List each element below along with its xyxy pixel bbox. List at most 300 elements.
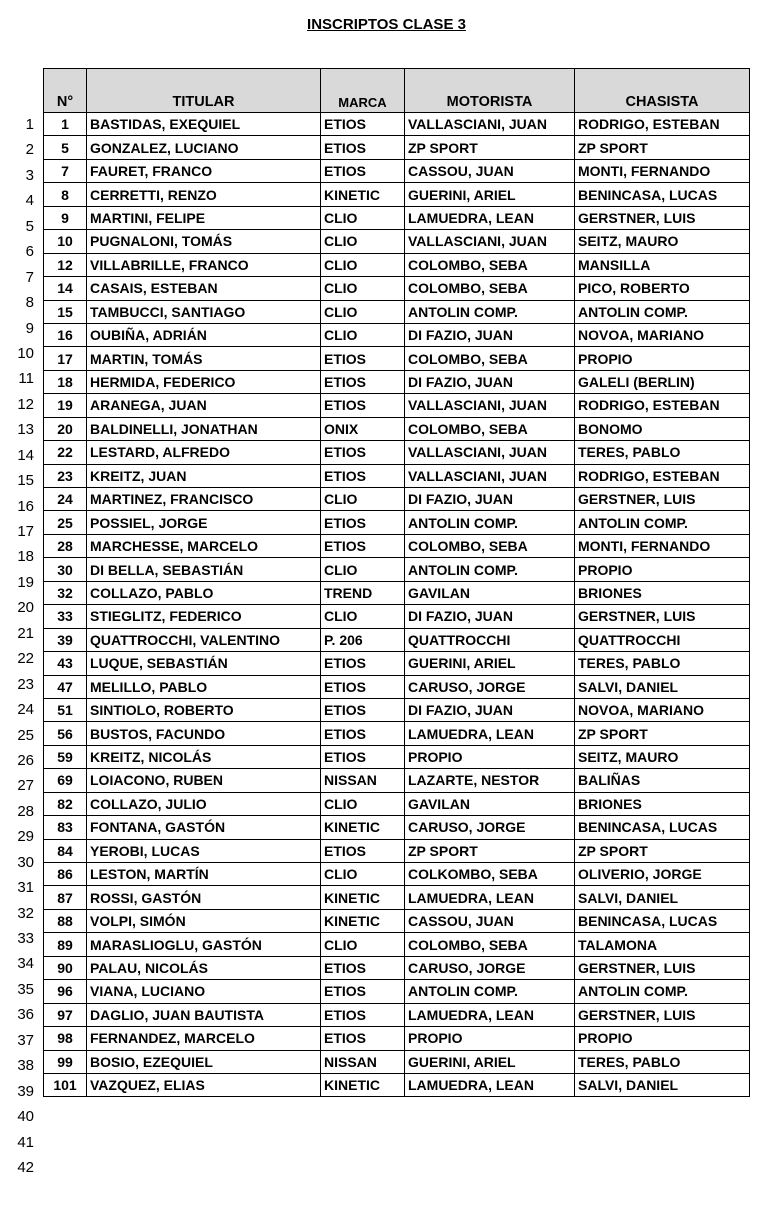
chasista-cell: SEITZ, MAURO — [575, 745, 750, 768]
chasista-cell: OLIVERIO, JORGE — [575, 863, 750, 886]
car-number-cell: 83 — [44, 816, 87, 839]
marca-cell: ETIOS — [321, 956, 405, 979]
row-index: 18 — [17, 548, 34, 566]
motorista-cell: VALLASCIANI, JUAN — [405, 230, 575, 253]
car-number-cell: 56 — [44, 722, 87, 745]
table-row — [44, 230, 750, 253]
motorista-cell: LAMUEDRA, LEAN — [405, 722, 575, 745]
titular-cell: HERMIDA, FEDERICO — [87, 370, 321, 393]
titular-cell: LESTARD, ALFREDO — [87, 441, 321, 464]
chasista-cell: PROPIO — [575, 347, 750, 370]
table-row — [44, 323, 750, 346]
row-index: 10 — [17, 344, 34, 362]
motorista-cell: LAMUEDRA, LEAN — [405, 886, 575, 909]
motorista-cell: DI FAZIO, JUAN — [405, 370, 575, 393]
chasista-cell: SALVI, DANIEL — [575, 886, 750, 909]
motorista-cell: ANTOLIN COMP. — [405, 980, 575, 1003]
row-index: 38 — [17, 1057, 34, 1075]
table-row — [44, 698, 750, 721]
table-row — [44, 605, 750, 628]
table-row — [44, 675, 750, 698]
marca-cell: CLIO — [321, 230, 405, 253]
titular-cell: TAMBUCCI, SANTIAGO — [87, 300, 321, 323]
titular-cell: DI BELLA, SEBASTIÁN — [87, 558, 321, 581]
table-row — [44, 839, 750, 862]
car-number-cell: 33 — [44, 605, 87, 628]
marca-cell: ETIOS — [321, 980, 405, 1003]
chasista-cell: RODRIGO, ESTEBAN — [575, 113, 750, 136]
car-number-cell: 12 — [44, 253, 87, 276]
row-index: 8 — [25, 294, 34, 312]
car-number-cell: 25 — [44, 511, 87, 534]
motorista-cell: LAMUEDRA, LEAN — [405, 206, 575, 229]
titular-cell: CERRETTI, RENZO — [87, 183, 321, 206]
table-row — [44, 558, 750, 581]
chasista-cell: TERES, PABLO — [575, 441, 750, 464]
car-number-cell: 88 — [44, 909, 87, 932]
chasista-cell: TERES, PABLO — [575, 652, 750, 675]
motorista-cell: ANTOLIN COMP. — [405, 511, 575, 534]
car-number-cell: 20 — [44, 417, 87, 440]
motorista-cell: GAVILAN — [405, 792, 575, 815]
motorista-cell: PROPIO — [405, 745, 575, 768]
chasista-cell: GERSTNER, LUIS — [575, 206, 750, 229]
row-index: 42 — [17, 1158, 34, 1176]
row-index: 40 — [17, 1108, 34, 1126]
chasista-cell: QUATTROCCHI — [575, 628, 750, 651]
motorista-cell: GUERINI, ARIEL — [405, 183, 575, 206]
marca-cell: ETIOS — [321, 652, 405, 675]
car-number-cell: 18 — [44, 370, 87, 393]
marca-cell: CLIO — [321, 792, 405, 815]
motorista-cell: PROPIO — [405, 1027, 575, 1050]
marca-cell: KINETIC — [321, 183, 405, 206]
row-index: 36 — [17, 1006, 34, 1024]
motorista-cell: ANTOLIN COMP. — [405, 558, 575, 581]
marca-cell: TREND — [321, 581, 405, 604]
titular-cell: BASTIDAS, EXEQUIEL — [87, 113, 321, 136]
chasista-cell: ANTOLIN COMP. — [575, 980, 750, 1003]
marca-cell: NISSAN — [321, 769, 405, 792]
chasista-cell: ANTOLIN COMP. — [575, 511, 750, 534]
chasista-cell: PROPIO — [575, 558, 750, 581]
row-index: 21 — [17, 624, 34, 642]
chasista-cell: BALIÑAS — [575, 769, 750, 792]
marca-cell: CLIO — [321, 300, 405, 323]
table-row — [44, 159, 750, 182]
motorista-cell: GAVILAN — [405, 581, 575, 604]
row-index: 1 — [25, 116, 34, 133]
motorista-cell: VALLASCIANI, JUAN — [405, 394, 575, 417]
titular-cell: DAGLIO, JUAN BAUTISTA — [87, 1003, 321, 1026]
motorista-cell: ZP SPORT — [405, 839, 575, 862]
car-number-cell: 98 — [44, 1027, 87, 1050]
chasista-cell: GERSTNER, LUIS — [575, 488, 750, 511]
table-row — [44, 652, 750, 675]
motorista-cell: COLOMBO, SEBA — [405, 253, 575, 276]
car-number-cell: 10 — [44, 230, 87, 253]
row-index: 7 — [25, 268, 34, 286]
car-number-cell: 23 — [44, 464, 87, 487]
table-row — [44, 394, 750, 417]
table-row — [44, 886, 750, 909]
chasista-cell: BENINCASA, LUCAS — [575, 909, 750, 932]
titular-cell: PALAU, NICOLÁS — [87, 956, 321, 979]
chasista-cell: SEITZ, MAURO — [575, 230, 750, 253]
car-number-cell: 84 — [44, 839, 87, 862]
motorista-cell: COLOMBO, SEBA — [405, 277, 575, 300]
car-number-cell: 69 — [44, 769, 87, 792]
motorista-cell: CARUSO, JORGE — [405, 956, 575, 979]
car-number-cell: 32 — [44, 581, 87, 604]
titular-cell: STIEGLITZ, FEDERICO — [87, 605, 321, 628]
table-row — [44, 370, 750, 393]
titular-cell: VOLPI, SIMÓN — [87, 909, 321, 932]
marca-cell: ONIX — [321, 417, 405, 440]
titular-cell: KREITZ, JUAN — [87, 464, 321, 487]
chasista-cell: BRIONES — [575, 581, 750, 604]
row-index: 4 — [25, 192, 34, 210]
motorista-cell: LAZARTE, NESTOR — [405, 769, 575, 792]
car-number-cell: 47 — [44, 675, 87, 698]
chasista-cell: TALAMONA — [575, 933, 750, 956]
titular-cell: MELILLO, PABLO — [87, 675, 321, 698]
table-row — [44, 792, 750, 815]
chasista-cell: PICO, ROBERTO — [575, 277, 750, 300]
table-row — [44, 581, 750, 604]
marca-cell: ETIOS — [321, 394, 405, 417]
motorista-cell: COLKOMBO, SEBA — [405, 863, 575, 886]
table-row — [44, 980, 750, 1003]
table-row — [44, 511, 750, 534]
table-row — [44, 183, 750, 206]
car-number-cell: 30 — [44, 558, 87, 581]
table-row — [44, 863, 750, 886]
car-number-cell: 16 — [44, 323, 87, 346]
document-title: INSCRIPTOS CLASE 3 — [307, 16, 466, 33]
table-row — [44, 1027, 750, 1050]
table-row — [44, 816, 750, 839]
titular-cell: ARANEGA, JUAN — [87, 394, 321, 417]
car-number-cell: 96 — [44, 980, 87, 1003]
motorista-cell: VALLASCIANI, JUAN — [405, 441, 575, 464]
marca-cell: ETIOS — [321, 698, 405, 721]
row-index: 20 — [17, 599, 34, 617]
marca-cell: KINETIC — [321, 886, 405, 909]
marca-cell: ETIOS — [321, 675, 405, 698]
car-number-cell: 22 — [44, 441, 87, 464]
row-index: 34 — [17, 955, 34, 973]
header-num: N° — [44, 69, 87, 113]
chasista-cell: RODRIGO, ESTEBAN — [575, 394, 750, 417]
titular-cell: YEROBI, LUCAS — [87, 839, 321, 862]
marca-cell: KINETIC — [321, 909, 405, 932]
chasista-cell: BENINCASA, LUCAS — [575, 816, 750, 839]
row-index: 23 — [17, 675, 34, 693]
titular-cell: GONZALEZ, LUCIANO — [87, 136, 321, 159]
row-index: 17 — [17, 523, 34, 540]
car-number-cell: 28 — [44, 534, 87, 557]
marca-cell: ETIOS — [321, 464, 405, 487]
motorista-cell: COLOMBO, SEBA — [405, 347, 575, 370]
titular-cell: VAZQUEZ, ELIAS — [87, 1073, 321, 1096]
marca-cell: CLIO — [321, 558, 405, 581]
motorista-cell: DI FAZIO, JUAN — [405, 323, 575, 346]
marca-cell: ETIOS — [321, 113, 405, 136]
table-row — [44, 441, 750, 464]
row-index: 35 — [17, 980, 34, 998]
chasista-cell: BONOMO — [575, 417, 750, 440]
row-index: 27 — [17, 777, 34, 795]
titular-cell: MARTINI, FELIPE — [87, 206, 321, 229]
motorista-cell: QUATTROCCHI — [405, 628, 575, 651]
marca-cell: ETIOS — [321, 1003, 405, 1026]
row-index: 26 — [17, 751, 34, 769]
row-index: 37 — [17, 1031, 34, 1049]
row-index: 11 — [18, 370, 34, 388]
chasista-cell: BENINCASA, LUCAS — [575, 183, 750, 206]
titular-cell: QUATTROCCHI, VALENTINO — [87, 628, 321, 651]
table-row — [44, 1003, 750, 1026]
marca-cell: ETIOS — [321, 441, 405, 464]
titular-cell: BUSTOS, FACUNDO — [87, 722, 321, 745]
header-motorista: MOTORISTA — [405, 69, 575, 113]
titular-cell: MARTINEZ, FRANCISCO — [87, 488, 321, 511]
titular-cell: LESTON, MARTÍN — [87, 863, 321, 886]
table-row — [44, 417, 750, 440]
table-row — [44, 136, 750, 159]
chasista-cell: ZP SPORT — [575, 136, 750, 159]
titular-cell: VILLABRILLE, FRANCO — [87, 253, 321, 276]
table-row — [44, 769, 750, 792]
motorista-cell: COLOMBO, SEBA — [405, 933, 575, 956]
header-row — [44, 69, 750, 113]
row-index: 32 — [17, 904, 34, 922]
marca-cell: CLIO — [321, 933, 405, 956]
car-number-cell: 19 — [44, 394, 87, 417]
marca-cell: CLIO — [321, 253, 405, 276]
row-index: 39 — [17, 1082, 34, 1100]
titular-cell: VIANA, LUCIANO — [87, 980, 321, 1003]
car-number-cell: 24 — [44, 488, 87, 511]
table-row — [44, 206, 750, 229]
titular-cell: FERNANDEZ, MARCELO — [87, 1027, 321, 1050]
marca-cell: ETIOS — [321, 745, 405, 768]
titular-cell: CASAIS, ESTEBAN — [87, 277, 321, 300]
chasista-cell: BRIONES — [575, 792, 750, 815]
header-titular: TITULAR — [87, 69, 321, 113]
chasista-cell: RODRIGO, ESTEBAN — [575, 464, 750, 487]
titular-cell: OUBIÑA, ADRIÁN — [87, 323, 321, 346]
car-number-cell: 59 — [44, 745, 87, 768]
car-number-cell: 8 — [44, 183, 87, 206]
marca-cell: CLIO — [321, 605, 405, 628]
car-number-cell: 97 — [44, 1003, 87, 1026]
chasista-cell: MANSILLA — [575, 253, 750, 276]
chasista-cell: NOVOA, MARIANO — [575, 698, 750, 721]
motorista-cell: LAMUEDRA, LEAN — [405, 1003, 575, 1026]
motorista-cell: CASSOU, JUAN — [405, 159, 575, 182]
chasista-cell: ZP SPORT — [575, 839, 750, 862]
row-index: 29 — [17, 828, 34, 846]
motorista-cell: ZP SPORT — [405, 136, 575, 159]
titular-cell: POSSIEL, JORGE — [87, 511, 321, 534]
row-index: 15 — [17, 472, 34, 490]
motorista-cell: VALLASCIANI, JUAN — [405, 113, 575, 136]
car-number-cell: 7 — [44, 159, 87, 182]
row-index: 22 — [17, 650, 34, 668]
motorista-cell: LAMUEDRA, LEAN — [405, 1073, 575, 1096]
titular-cell: KREITZ, NICOLÁS — [87, 745, 321, 768]
row-index: 28 — [17, 802, 34, 820]
table-row — [44, 1073, 750, 1096]
titular-cell: COLLAZO, JULIO — [87, 792, 321, 815]
car-number-cell: 82 — [44, 792, 87, 815]
marca-cell: KINETIC — [321, 1073, 405, 1096]
titular-cell: SINTIOLO, ROBERTO — [87, 698, 321, 721]
marca-cell: P. 206 — [321, 628, 405, 651]
marca-cell: CLIO — [321, 277, 405, 300]
titular-cell: BALDINELLI, JONATHAN — [87, 417, 321, 440]
row-index: 12 — [17, 395, 34, 413]
car-number-cell: 9 — [44, 206, 87, 229]
row-index: 30 — [17, 853, 34, 871]
marca-cell: ETIOS — [321, 839, 405, 862]
titular-cell: LOIACONO, RUBEN — [87, 769, 321, 792]
row-index: 31 — [17, 879, 34, 897]
motorista-cell: DI FAZIO, JUAN — [405, 605, 575, 628]
row-index: 5 — [25, 217, 34, 235]
chasista-cell: SALVI, DANIEL — [575, 1073, 750, 1096]
row-index: 33 — [17, 930, 34, 947]
titular-cell: MARASLIOGLU, GASTÓN — [87, 933, 321, 956]
marca-cell: CLIO — [321, 206, 405, 229]
car-number-cell: 90 — [44, 956, 87, 979]
marca-cell: ETIOS — [321, 136, 405, 159]
car-number-cell: 86 — [44, 863, 87, 886]
marca-cell: ETIOS — [321, 722, 405, 745]
row-index: 3 — [25, 166, 34, 184]
table-row — [44, 300, 750, 323]
table-body — [44, 113, 750, 1097]
marca-cell: KINETIC — [321, 816, 405, 839]
marca-cell: ETIOS — [321, 347, 405, 370]
motorista-cell: CARUSO, JORGE — [405, 816, 575, 839]
marca-cell: ETIOS — [321, 159, 405, 182]
row-index: 2 — [25, 141, 34, 159]
table-row — [44, 628, 750, 651]
titular-cell: ROSSI, GASTÓN — [87, 886, 321, 909]
car-number-cell: 43 — [44, 652, 87, 675]
chasista-cell: MONTI, FERNANDO — [575, 159, 750, 182]
titular-cell: COLLAZO, PABLO — [87, 581, 321, 604]
marca-cell: CLIO — [321, 488, 405, 511]
marca-cell: NISSAN — [321, 1050, 405, 1073]
car-number-cell: 101 — [44, 1073, 87, 1096]
motorista-cell: COLOMBO, SEBA — [405, 534, 575, 557]
chasista-cell: GERSTNER, LUIS — [575, 956, 750, 979]
chasista-cell: SALVI, DANIEL — [575, 675, 750, 698]
row-index: 13 — [17, 421, 34, 439]
table-row — [44, 534, 750, 557]
row-index: 14 — [17, 446, 34, 464]
titular-cell: PUGNALONI, TOMÁS — [87, 230, 321, 253]
car-number-cell: 99 — [44, 1050, 87, 1073]
table-row — [44, 347, 750, 370]
motorista-cell: GUERINI, ARIEL — [405, 1050, 575, 1073]
titular-cell: BOSIO, EZEQUIEL — [87, 1050, 321, 1073]
titular-cell: MARCHESSE, MARCELO — [87, 534, 321, 557]
car-number-cell: 15 — [44, 300, 87, 323]
car-number-cell: 17 — [44, 347, 87, 370]
header-chasista: CHASISTA — [575, 69, 750, 113]
car-number-cell: 1 — [44, 113, 87, 136]
motorista-cell: DI FAZIO, JUAN — [405, 488, 575, 511]
marca-cell: ETIOS — [321, 1027, 405, 1050]
marca-cell: CLIO — [321, 323, 405, 346]
row-index: 24 — [17, 701, 34, 719]
marca-cell: ETIOS — [321, 370, 405, 393]
table-row — [44, 113, 750, 136]
chasista-cell: GALELI (BERLIN) — [575, 370, 750, 393]
marca-cell: ETIOS — [321, 534, 405, 557]
table-row — [44, 909, 750, 932]
table-row — [44, 488, 750, 511]
chasista-cell: NOVOA, MARIANO — [575, 323, 750, 346]
motorista-cell: GUERINI, ARIEL — [405, 652, 575, 675]
header-marca: MARCA — [321, 69, 405, 113]
motorista-cell: DI FAZIO, JUAN — [405, 698, 575, 721]
row-index: 16 — [17, 497, 34, 515]
row-index: 9 — [25, 319, 34, 337]
chasista-cell: GERSTNER, LUIS — [575, 605, 750, 628]
row-index: 25 — [17, 726, 34, 744]
car-number-cell: 87 — [44, 886, 87, 909]
row-index: 6 — [25, 243, 34, 261]
car-number-cell: 89 — [44, 933, 87, 956]
titular-cell: FAURET, FRANCO — [87, 159, 321, 182]
table-row — [44, 253, 750, 276]
inscriptos-table — [43, 68, 750, 1097]
chasista-cell: GERSTNER, LUIS — [575, 1003, 750, 1026]
car-number-cell: 51 — [44, 698, 87, 721]
row-index: 41 — [17, 1133, 34, 1151]
table-row — [44, 745, 750, 768]
table-row — [44, 956, 750, 979]
titular-cell: MARTIN, TOMÁS — [87, 347, 321, 370]
chasista-cell: ZP SPORT — [575, 722, 750, 745]
table-row — [44, 933, 750, 956]
table-row — [44, 722, 750, 745]
row-number-column — [0, 112, 40, 1180]
car-number-cell: 14 — [44, 277, 87, 300]
marca-cell: ETIOS — [321, 511, 405, 534]
chasista-cell: MONTI, FERNANDO — [575, 534, 750, 557]
motorista-cell: VALLASCIANI, JUAN — [405, 464, 575, 487]
table-row — [44, 277, 750, 300]
marca-cell: CLIO — [321, 863, 405, 886]
chasista-cell: PROPIO — [575, 1027, 750, 1050]
table-row — [44, 464, 750, 487]
chasista-cell: TERES, PABLO — [575, 1050, 750, 1073]
titular-cell: FONTANA, GASTÓN — [87, 816, 321, 839]
table-row — [44, 1050, 750, 1073]
row-index: 19 — [17, 573, 34, 591]
titular-cell: LUQUE, SEBASTIÁN — [87, 652, 321, 675]
motorista-cell: ANTOLIN COMP. — [405, 300, 575, 323]
car-number-cell: 39 — [44, 628, 87, 651]
motorista-cell: CARUSO, JORGE — [405, 675, 575, 698]
